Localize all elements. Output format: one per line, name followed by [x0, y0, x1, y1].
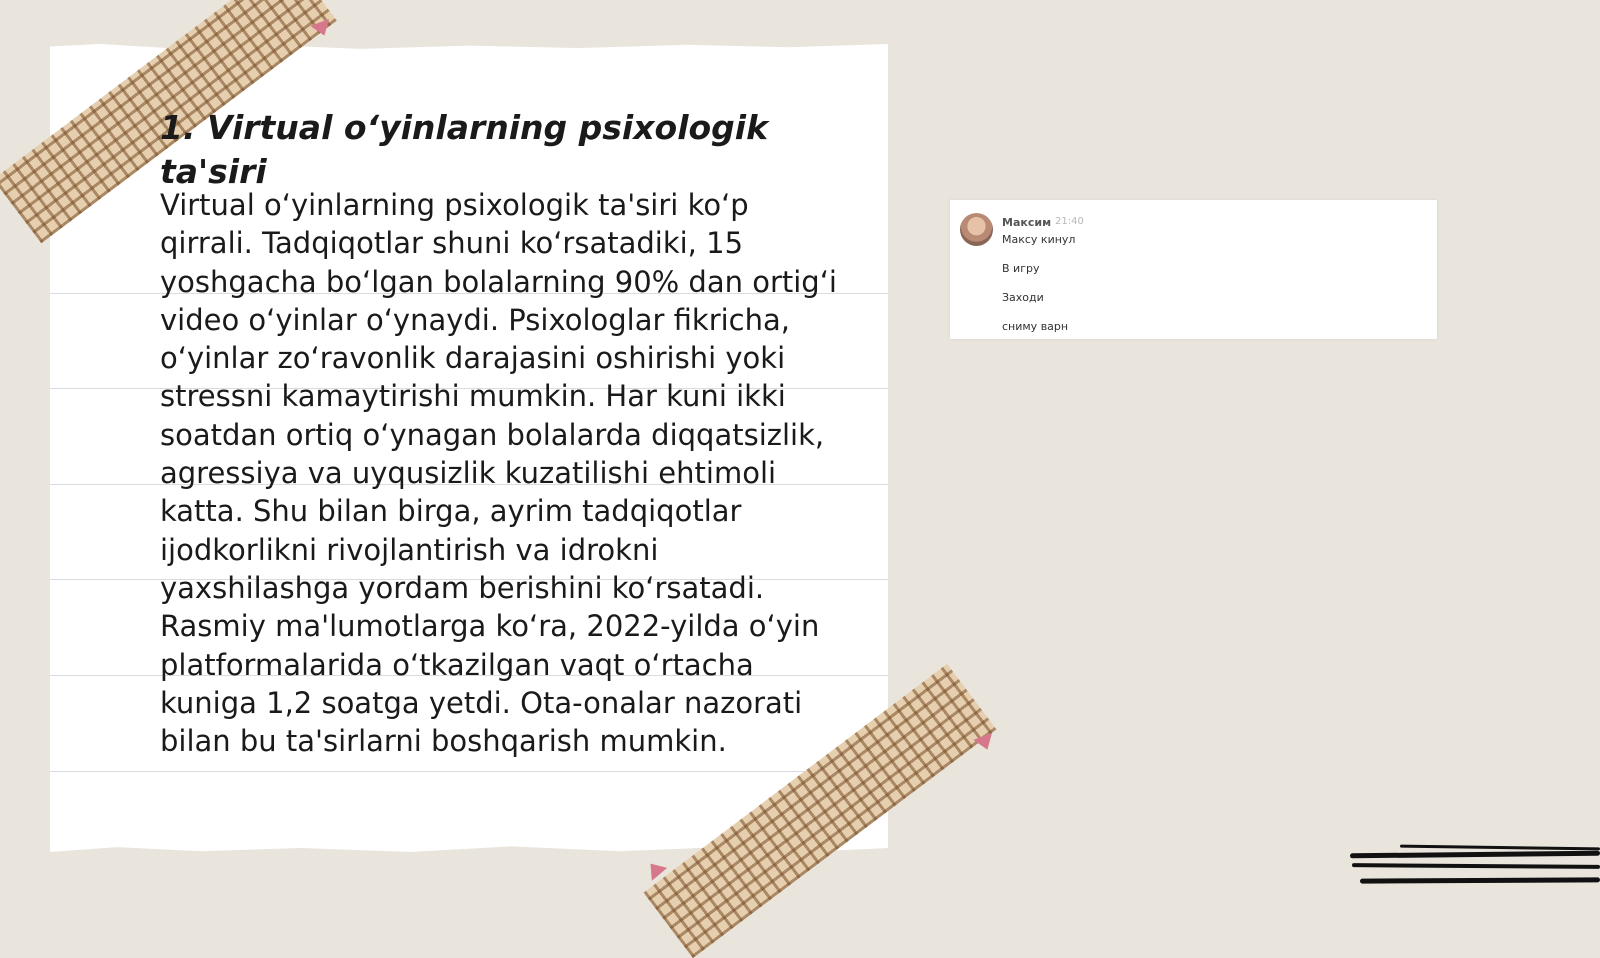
chat-message: сниму варн	[1002, 320, 1069, 333]
chat-message: Заходи	[1002, 291, 1044, 304]
brush-stroke-decoration	[1350, 851, 1600, 859]
chat-timestamp: 21:40	[1055, 216, 1084, 227]
chat-message: В игру	[1002, 262, 1040, 275]
slide-title: 1. Virtual o‘yinlarning psixologik ta'siri	[160, 108, 769, 191]
slide-body-text: Virtual o‘yinlarning psixologik ta'siri ko‘p qirrali. Tadqiqotlar shuni ko‘rsatadiki, 15 yoshgacha bo‘lgan bolalarning 90% dan ortig‘i video o‘yinlar o‘ynaydi. Psixologlar fikricha, o‘yinlar zo‘ravonlik darajasini oshirishi yoki stressni kamaytirishi mumkin. Har kuni ikki soatdan ortiq o‘ynagan bolalarda diqqatsizlik, agressiya va uyqusizlik kuzatilishi ehtimoli katta. Shu bilan birga, ayrim tadqiqotlar ijodkorlikni rivojlantirish va idrokni yaxshilashga yordam berishini ko‘rsatadi. Rasmiy ma'lumotlarga ko‘ra, 2022-yilda o‘yin platformalarida o‘tkazilgan vaqt o‘rtacha kuniga 1,2 soatga yetdi. Ota-onalar nazorati bilan bu ta'sirlarni boshqarish mumkin.	[160, 188, 837, 759]
chat-message: Максу кинул	[1002, 233, 1076, 246]
chat-sender-name: Максим	[1002, 216, 1052, 229]
brush-stroke-decoration	[1360, 877, 1600, 883]
brush-stroke-decoration	[1352, 863, 1600, 869]
avatar	[960, 213, 993, 246]
brush-stroke-decoration	[1400, 845, 1600, 851]
chat-screenshot	[950, 200, 1437, 339]
